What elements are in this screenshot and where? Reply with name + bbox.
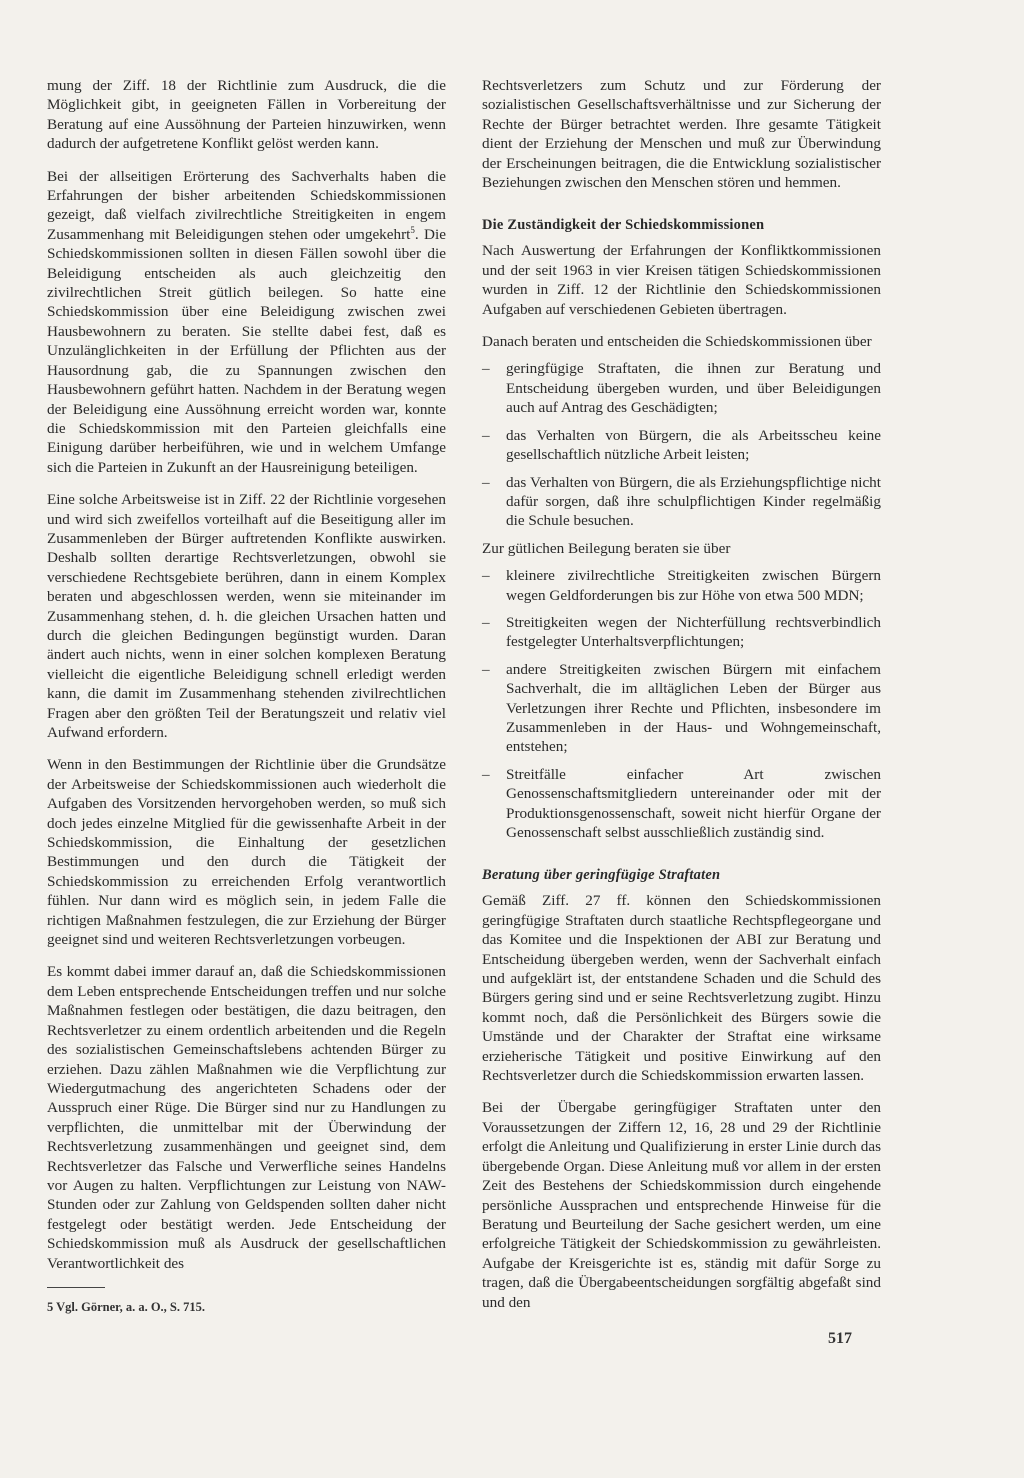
paragraph: Eine solche Arbeitsweise ist in Ziff. 22 der Richtlinie vorgesehen und wird sich zweifellos vorteilhaft auf die Beseitigung aller im Zusammenleben der Bürger auftretenden Konflikte auswirken. Deshalb sollten derartige Rechtsverletzungen, obwohl sie verschiedene Rechtsgebiete berühren, dann in einem Komplex beraten und abgeschlossen werden, wenn sie miteinander im Zusammenhang stehen, d. h. die gleichen Ursachen hatten und durch die gleichen Bedingungen begünstigt wurden. Daran ändert auch nichts, wenn in einer solchen komplexen Beratung vielleicht die eigentliche Beleidigung schnell erledigt werden kann, die damit im Zusammenhang stehenden zivilrechtlichen Fragen aber den größten Teil der Beratungszeit und relativ viel Aufwand erfordern.	[47, 491, 446, 741]
right-column	[482, 76, 881, 1325]
footnote-marker: 5	[410, 224, 415, 235]
list-item: – das Verhalten von Bürgern, die als Erziehungspflichtige nicht dafür sorgen, daß ihre schulpflichtigen Kinder regelmäßig die Schule besuchen.	[482, 473, 881, 531]
list-item: – geringfügige Straftaten, die ihnen zur Beratung und Entscheidung übergeben wurden, und über Beleidigungen auch auf Antrag des Geschädigten;	[482, 359, 881, 417]
footnote-rule	[47, 1287, 105, 1288]
list	[482, 359, 881, 530]
paragraph: Bei der Übergabe geringfügiger Straftaten unter den Voraussetzungen der Ziffern 12, 16, 28 und 29 der Richtlinie erfolgt die Anleitung und Qualifizierung in erster Linie durch das übergebende Organ. Diese Anleitung muß vor allem in der ersten Zeit des Bestehens der Schiedskommission durch eingehende persönliche Aussprachen und entsprechende Hinweise für die Beratung und Beurteilung der Sache gesichert werden, um eine erfolgreiche Tätigkeit der Schiedskommission zu gewährleisten. Aufgabe der Kreisgerichte ist es, ständig mit dafür Sorge zu tragen, daß die Übergabeentscheidungen sorgfältig abgefaßt sind und den	[482, 1099, 881, 1311]
paragraph: mung der Ziff. 18 der Richtlinie zum Ausdruck, die die Möglichkeit gibt, in geeigneten Fällen in Vorbereitung der Beratung auf eine Aussöhnung der Parteien hinzuwirken, wenn dadurch der aufgetretene Konflikt gelöst werden kann.	[47, 77, 446, 153]
paragraph-text: Bei der allseitigen Erörterung des Sachverhalts haben die Erfahrungen der bisher arbeitenden Schiedskommissionen gezeigt, daß vielfach zivilrechtliche Streitigkeiten in engem Zusammenhang mit Beleidigungen stehen oder umgekehrt	[47, 167, 446, 243]
paragraph: Nach Auswertung der Erfahrungen der Konfliktkommissionen und der seit 1963 in vier Kreisen tätigen Schiedskommissionen wurden in Ziff. 12 der Richtlinie den Schiedskommissionen Aufgaben auf verschiedenen Gebieten übertragen.	[482, 242, 881, 318]
paragraph: Es kommt dabei immer darauf an, daß die Schiedskommissionen dem Leben entsprechende Entscheidungen treffen und nur solche Maßnahmen festlegen oder bestätigen, die dazu beitragen, den Rechtsverletzer zu einem ordentlich arbeitenden und die Regeln des sozialistischen Gemeinschaftslebens achtenden Bürger zu erziehen. Dazu zählen Maßnahmen wie die Verpflichtung zur Wiedergutmachung des angerichteten Schadens oder der Ausspruch einer Rüge. Die Bürger sind nur zu Handlungen zu verpflichten, die unmittelbar mit der Überwindung der Rechtsverletzung zusammenhängen und geeignet sind, dem Rechtsverletzer das Falsche und Verwerfliche seines Handelns vor Augen zu halten. Verpflichtungen zur Leistung von NAW-Stunden oder zur Zahlung von Geldspenden sollten daher nicht festgelegt oder bestätigt werden. Jede Entscheidung der Schiedskommission muß als Ausdruck der gesellschaftlichen Verantwortlichkeit des	[47, 963, 446, 1272]
section-heading: Beratung über geringfügige Straftaten	[482, 867, 721, 884]
list-item: – Streitigkeiten wegen der Nichterfüllung rechtsverbindlich festgelegter Unterhaltsverpflichtungen;	[482, 613, 881, 652]
list-item: – Streitfälle einfacher Art zwischen Genossenschaftsmitgliedern untereinander oder mit der Produktionsgenossenschaft, soweit nicht hierfür Organe der Genossenschaft selbst ausschließlich zuständig sind.	[482, 765, 881, 843]
paragraph: Danach beraten und entscheiden die Schiedskommissionen über	[482, 333, 872, 351]
list	[482, 566, 881, 842]
paragraph	[47, 167, 446, 478]
paragraph: Gemäß Ziff. 27 ff. können den Schiedskommissionen geringfügige Straftaten durch staatliche Rechtspflegeorgane und das Komitee und die Inspektionen der ABI zur Beratung und Entscheidung übergeben werden, wenn der Sachverhalt einfach und aufgeklärt ist, der entstandene Schaden und die Schuld des Bürgers gering sind und er seine Rechtsverletzung zugibt. Hinzu kommt noch, daß die Persönlichkeit des Bürgers sowie die Umstände und der Charakter der Straftat eine wirksame erzieherische Tätigkeit und positive Einwirkung auf den Rechtsverletzer durch die Schiedskommission erwarten lassen.	[482, 892, 881, 1085]
paragraph: Wenn in den Bestimmungen der Richtlinie über die Grundsätze der Arbeitsweise der Schiedskommissionen auch wiederholt die Aufgaben des Vorsitzenden hervorgehoben werden, so muß sich doch jedes einzelne Mitglied für die gewissenhafte Arbeit in der Schiedskommission, die Einhaltung der gesetzlichen Bestimmungen und den durch die Tätigkeit der Schiedskommission zu erreichenden Erfolg verantwortlich fühlen. Nur dann wird es möglich sein, in jedem Falle die richtigen Maßnahmen festzulegen, die zur Erziehung der Bürger geeignet sind und weiteren Rechtsverletzungen vorbeugen.	[47, 756, 446, 949]
list-item: – andere Streitigkeiten zwischen Bürgern mit einfachem Sachverhalt, die im alltäglichen Leben der Bürger aus Verletzungen ihrer Rechte und Pflichten, insbesondere im Zusammenleben in der Haus- und Wohngemeinschaft, entstehen;	[482, 660, 881, 757]
section-heading: Die Zuständigkeit der Schiedskommissionen	[482, 217, 765, 234]
list-item: – das Verhalten von Bürgern, die als Arbeitsscheu keine gesellschaftlich nützliche Arbeit leisten;	[482, 426, 881, 465]
paragraph: Rechtsverletzers zum Schutz und zur Förderung der sozialistischen Gesellschaftsverhältnisse und zur Sicherung der Rechte der Bürger betrachtet werden. Ihre gesamte Tätigkeit dient der Erziehung der Menschen und muß zur Überwindung der Erscheinungen beitragen, die die Entwicklung sozialistischer Beziehungen zwischen den Menschen stören und hemmen.	[482, 77, 881, 192]
left-column	[47, 76, 446, 1286]
page-number: 517	[828, 1330, 852, 1347]
paragraph-text: . Die Schiedskommissionen sollten in diesen Fällen sowohl über die Beleidigung entscheiden als auch gleichzeitig den zivilrechtlichen Streit gütlich beilegen. So hatte eine Schiedskommission über eine Beleidigung zwischen zwei Hausbewohnern zu beraten. Sie stellte dabei fest, daß es Unzulänglichkeiten in der Erfüllung der Pflichten aus der Hausordnung gab, die zu Spannungen zwischen den Hausbewohnern geführt hatten. Nachdem in der Beratung wegen der Beleidigung eine Aussöhnung erreicht worden war, konnte die Schiedskommission mit den Parteien gleichfalls eine Einigung darüber herbeiführen, wie und in welchem Umfange sich die Parteien in Zukunft an der Hausreinigung beteiligen.	[47, 225, 446, 476]
paragraph: Zur gütlichen Beilegung beraten sie über	[482, 539, 731, 557]
footnote: 5 Vgl. Görner, a. a. O., S. 715.	[47, 1300, 205, 1314]
list-item: – kleinere zivilrechtliche Streitigkeiten zwischen Bürgern wegen Geldforderungen bis zur Höhe von etwa 500 MDN;	[482, 566, 881, 605]
